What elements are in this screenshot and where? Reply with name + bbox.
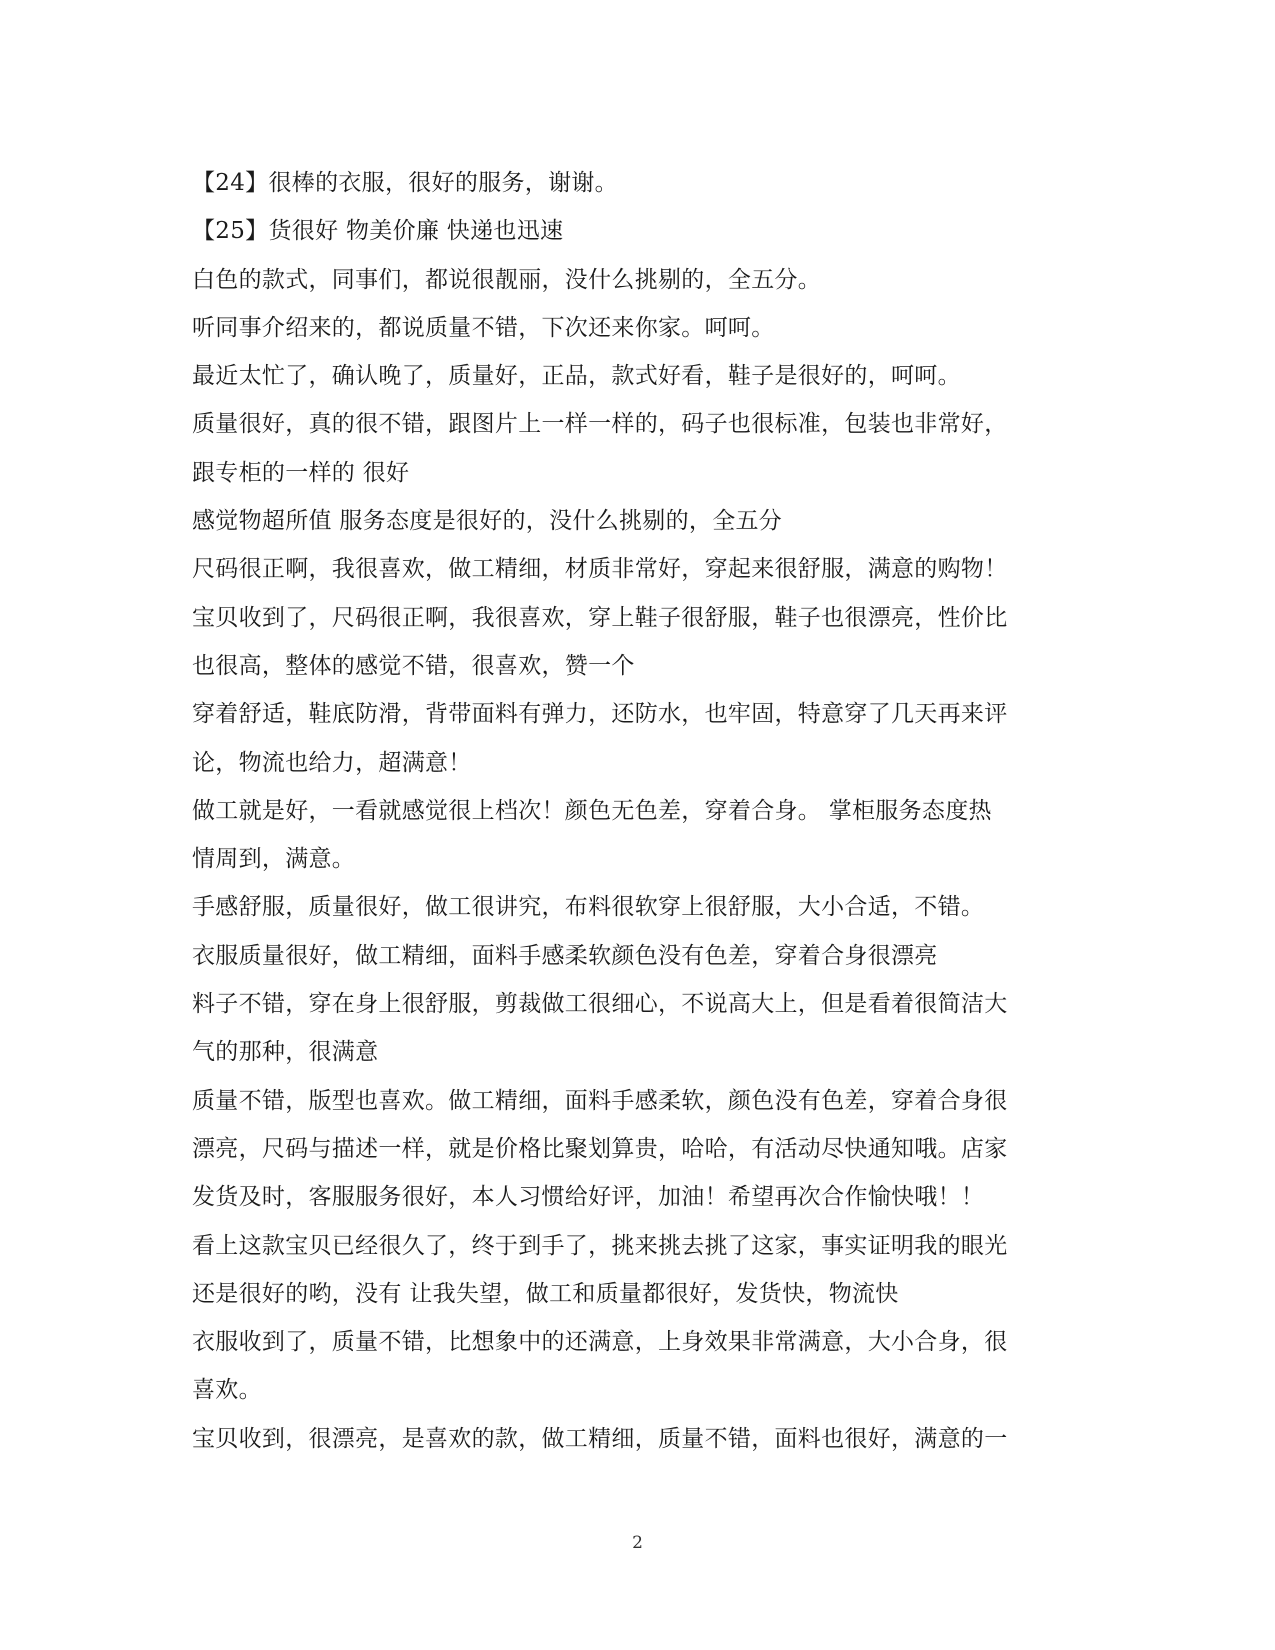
text-line: 宝贝收到，很漂亮，是喜欢的款，做工精细，质量不错，面料也很好，满意的一 [192,1425,1008,1452]
text-line: 【24】很棒的衣服，很好的服务，谢谢。 [192,170,618,196]
text-line: 论，物流也给力，超满意！ [192,749,472,776]
text-line: 也很高，整体的感觉不错，很喜欢，赞一个 [192,652,635,679]
text-line: 【25】货很好 物美价廉 快递也迅速 [192,218,564,245]
review-text-body [192,159,1072,1463]
text-line: 宝贝收到了，尺码很正啊，我很喜欢，穿上鞋子很舒服，鞋子也很漂亮，性价比 [192,604,1008,631]
text-line: 喜欢。 [192,1377,262,1404]
text-line: 手感舒服，质量很好，做工很讲究，布料很软穿上很舒服，大小合适，不错。 [192,894,985,921]
text-line: 情周到，满意。 [192,846,356,873]
text-line: 发货及时，客服服务很好，本人习惯给好评，加油！希望再次合作愉快哦！！ [192,1184,985,1211]
text-line: 漂亮，尺码与描述一样，就是价格比聚划算贵，哈哈，有活动尽快通知哦。店家 [192,1135,1008,1162]
text-line: 气的那种，很满意 [192,1039,379,1066]
text-line: 穿着舒适，鞋底防滑，背带面料有弹力，还防水，也牢固，特意穿了几天再来评 [192,701,1008,728]
text-line: 听同事介绍来的，都说质量不错，下次还来你家。呵呵。 [192,314,775,341]
text-line: 感觉物超所值 服务态度是很好的，没什么挑剔的，全五分 [192,508,783,535]
text-line: 最近太忙了，确认晚了，质量好，正品，款式好看，鞋子是很好的，呵呵。 [192,363,961,390]
text-line: 还是很好的哟，没有 让我失望，做工和质量都很好，发货快，物流快 [192,1280,899,1307]
text-line: 尺码很正啊，我很喜欢，做工精细，材质非常好，穿起来很舒服，满意的购物！ [192,556,1008,583]
text-line: 衣服收到了，质量不错，比想象中的还满意，上身效果非常满意，大小合身，很 [192,1329,1008,1356]
text-line: 做工就是好，一看就感觉很上档次！颜色无色差，穿着合身。 掌柜服务态度热 [192,797,992,824]
text-line: 料子不错，穿在身上很舒服，剪裁做工很细心，不说高大上，但是看着很简洁大 [192,991,1008,1018]
text-line: 质量不错，版型也喜欢。做工精细，面料手感柔软，颜色没有色差，穿着合身很 [192,1087,1008,1114]
text-line: 跟专柜的一样的 很好 [192,459,410,486]
page-number: 2 [632,1533,643,1553]
text-line: 质量很好，真的很不错，跟图片上一样一样的，码子也很标准，包装也非常好， [192,411,1008,438]
text-line: 衣服质量很好，做工精细，面料手感柔软颜色没有色差，穿着合身很漂亮 [192,942,938,969]
text-line: 看上这款宝贝已经很久了，终于到手了，挑来挑去挑了这家，事实证明我的眼光 [192,1232,1008,1259]
text-line: 白色的款式，同事们，都说很靓丽，没什么挑剔的，全五分。 [192,266,822,293]
